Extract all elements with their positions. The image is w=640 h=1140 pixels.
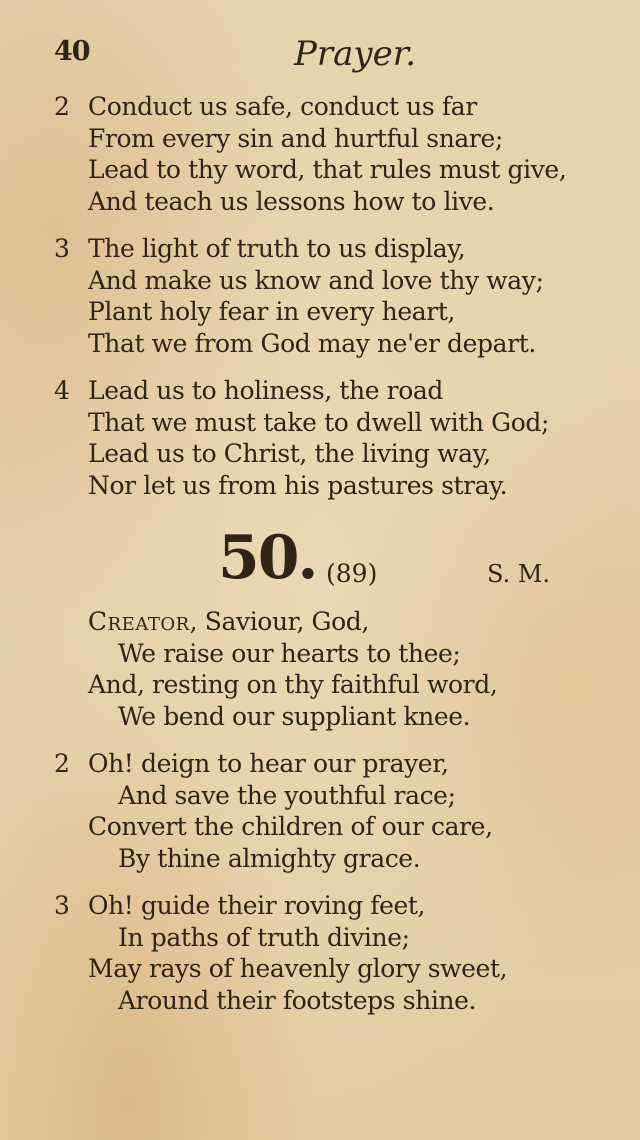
verse-number: 2: [54, 749, 70, 778]
verse-line: Lead us to holiness, the road: [88, 376, 443, 405]
verse-line: In paths of truth divine;: [118, 922, 410, 952]
page-number: 40: [54, 36, 90, 67]
verse-line: And make us know and love thy way;: [88, 265, 544, 295]
verse-number: 4: [54, 376, 70, 405]
verse-line: The light of truth to us display,: [88, 234, 466, 263]
hymn-meter: S. M.: [487, 560, 551, 588]
verse-line: Conduct us safe, conduct us far: [88, 92, 477, 121]
verse-line: May rays of heavenly glory sweet,: [88, 954, 508, 983]
hymn-number: 50.: [218, 523, 317, 593]
stanza-prev-3: [54, 233, 614, 359]
verse-line: Oh! guide their roving feet,: [88, 891, 426, 920]
running-title: Prayer.: [294, 34, 417, 74]
first-word: Creator: [88, 607, 190, 636]
stanza-3: [54, 890, 614, 1016]
verse-line: Oh! deign to hear our prayer,: [88, 749, 449, 778]
hymn-heading: [0, 523, 640, 593]
verse-line: , Saviour, God,: [189, 607, 369, 636]
stanza-2: [54, 748, 614, 874]
verse-number: 3: [54, 234, 70, 263]
stanza-prev-4: [54, 375, 614, 501]
verse-line: Around their footsteps shine.: [118, 985, 477, 1015]
verse-line: Plant holy fear in every heart,: [88, 297, 456, 326]
verse-line: And teach us lessons how to live.: [88, 186, 495, 216]
verse-line: That we must take to dwell with God;: [88, 407, 550, 437]
verse-line: That we from God may ne'er depart.: [88, 328, 536, 358]
verse-number: 2: [54, 92, 70, 121]
verse-line: Lead us to Christ, the living way,: [88, 439, 491, 468]
page-header: [54, 36, 584, 76]
verse-line: And, resting on thy faithful word,: [88, 670, 498, 699]
verse-line: We bend our suppliant knee.: [118, 701, 471, 731]
verse-line: We raise our hearts to thee;: [118, 638, 461, 668]
verse-number: 3: [54, 891, 70, 920]
verse-line: Convert the children of our care,: [88, 812, 493, 841]
hymn-reference: (89): [326, 559, 378, 588]
verse-line: Lead to thy word, that rules must give,: [88, 155, 567, 184]
verse-line: From every sin and hurtful snare;: [88, 123, 503, 153]
stanza-1: [54, 606, 614, 732]
verse-line: By thine almighty grace.: [118, 843, 421, 873]
verse-line: And save the youthful race;: [118, 780, 456, 810]
verse-line: Nor let us from his pastures stray.: [88, 470, 508, 500]
stanza-prev-2: [54, 91, 614, 217]
